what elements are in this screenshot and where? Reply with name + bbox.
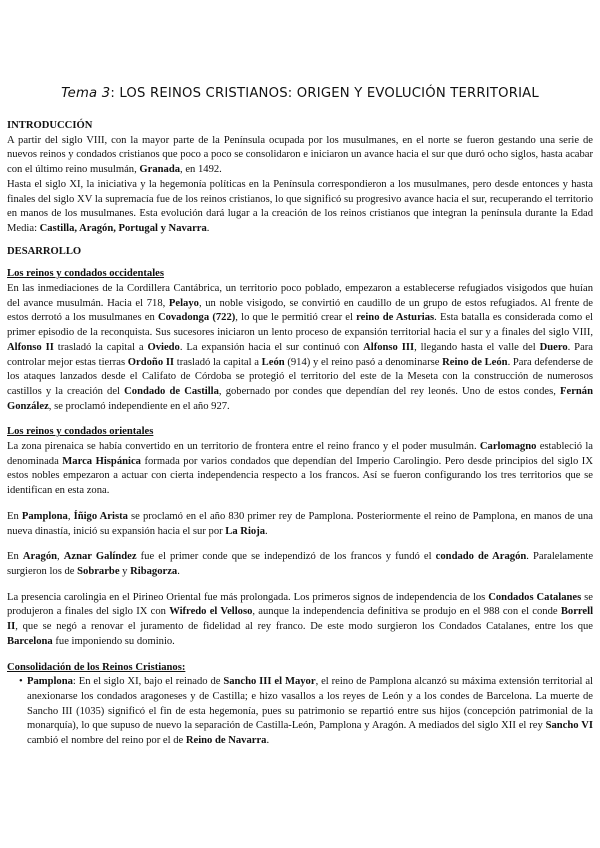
bold-term: condado de Aragón xyxy=(435,551,527,563)
text: . La expansión hacia el sur continuó con xyxy=(179,341,364,353)
bold-term: Sancho III el Mayor xyxy=(223,676,316,688)
text: trasladó la capital a xyxy=(53,341,148,353)
bold-term: Aznar Galíndez xyxy=(63,551,137,563)
bold-term: León xyxy=(261,356,285,368)
intro-paragraph-1 xyxy=(7,134,593,178)
title-main: : LOS REINOS CRISTIANOS: ORIGEN Y EVOLUCIÓN TERRITORIAL xyxy=(110,86,539,101)
text: En las inmediaciones de la Cordillera Cantábrica, un territorio poco poblado, empezaron a establecerse refugiados visigodos que huían del avance musulmán. Hacia el 718, xyxy=(7,283,593,309)
bold-term: Wifredo el Velloso xyxy=(169,606,253,618)
text: , llegando hasta el valle del xyxy=(414,341,540,353)
bold-term: Oviedo xyxy=(147,341,180,353)
text: , se proclamó independiente en el año 927. xyxy=(48,400,230,412)
bold-term: Sobrarbe xyxy=(77,565,120,577)
bold-term: Ribagorza xyxy=(130,565,178,577)
intro-paragraph-2 xyxy=(7,178,593,237)
paragraph-aragon xyxy=(7,550,593,579)
title-prefix: Tema 3 xyxy=(61,86,111,101)
text: estableció la denominada xyxy=(7,441,593,467)
section-heading-intro: INTRODUCCIÓN xyxy=(7,120,93,131)
paragraph-orientales xyxy=(7,440,593,499)
bold-term: reino de Asturias xyxy=(356,312,435,324)
spacer xyxy=(7,539,593,550)
text: trasladó la capital a xyxy=(174,356,262,368)
text: se produjeron a finales del siglo IX con xyxy=(7,591,593,618)
text: . Para controlar mejor estas tierras xyxy=(7,341,594,368)
text: En xyxy=(7,551,23,563)
subheading-consolidacion: Consolidación de los Reinos Cristianos: xyxy=(7,661,186,673)
text: . xyxy=(266,735,270,747)
document-body xyxy=(7,119,593,749)
bold-term: Pamplona xyxy=(21,510,68,522)
bold-term: Covadonga (722) xyxy=(157,312,236,324)
bold-term: Carlomagno xyxy=(479,441,537,453)
text: Hasta el siglo XI, la iniciativa y la hegemonía políticas en la Península correspondieron a los musulmanes, pero desde entonces y hasta finales del siglo XV la supremacía fue de los reinos cristianos, lo que significó su progresivo avance hacia el sur, recuperando el territorio en manos de los musulmanes. Esta evolución dará lugar a la creación de los reinos cristianos que integran la península durante la Edad Media: xyxy=(7,178,593,234)
text: , un noble visigodo, se convirtió en caudillo de un grupo de estos refugiados. Al frente de estos derrotó a los musulmanes en xyxy=(7,297,594,324)
paragraph-occidentales xyxy=(7,282,593,414)
text: En xyxy=(7,510,22,522)
spacer xyxy=(7,580,593,591)
bold-term: Sancho VI xyxy=(545,720,593,732)
bold-term: Condado de Castilla xyxy=(124,385,219,397)
bold-term: Alfonso III xyxy=(363,341,415,353)
bold-term: Reino de León xyxy=(442,356,508,368)
text: , gobernado por condes que dependían del rey leonés. Uno de estos condes, xyxy=(218,385,561,397)
spacer xyxy=(7,650,593,661)
bold-term: Fernán González xyxy=(7,385,593,412)
text: . xyxy=(177,565,180,577)
text: fue el primer conde que se independizó de los francos y fundó el xyxy=(136,551,436,563)
text: y xyxy=(119,565,131,577)
spacer xyxy=(7,414,593,425)
text: , que se negó a renovar el juramento de fidelidad al rey franco. De este modo surgieron los Condados Catalanes, entre los que xyxy=(15,621,593,633)
bullet-icon: • xyxy=(19,676,23,688)
text: , en 1492. xyxy=(180,164,222,176)
spacer xyxy=(7,237,593,245)
text: A partir del siglo VIII, con la mayor parte de la Península ocupada por los musulmanes, en el norte se fueron gestando una serie de nuevos reinos y condados cristianos que poco a poco se consolidaron e iniciaron un avance hacia el sur que duró ocho siglos, hasta acabar con el último reino musulmán, xyxy=(7,134,593,176)
bold-term: Alfonso II xyxy=(7,341,54,353)
bold-term: Ordoño II xyxy=(127,356,175,368)
bold-term: La Rioja xyxy=(225,525,266,537)
paragraph-pamplona xyxy=(7,510,593,539)
bold-term: Reino de Navarra xyxy=(185,735,267,747)
bold-term: Granada xyxy=(139,164,181,176)
bold-term: Marca Hispánica xyxy=(62,455,141,467)
text: : En el siglo XI, bajo el reinado de xyxy=(72,676,224,688)
text: . xyxy=(265,525,268,537)
bold-term: Borrell II xyxy=(7,606,594,633)
bold-term: Pelayo xyxy=(168,297,199,309)
bold-term: Barcelona xyxy=(7,635,53,647)
text: formada por varios condados que dependían del Imperio Carolingio. Pero desde principios del siglo IX estos nobles empezaron a actuar con cierta independencia respecto a los francos. Así se fueron configurando los tres territorios que se identifican en esta zona. xyxy=(7,455,593,497)
text: . Paralelamente surgieron los de xyxy=(7,551,594,577)
text: , aunque la independencia definitiva se produjo en el 988 con el conde xyxy=(252,606,561,618)
spacer xyxy=(7,499,593,510)
text: , lo que le permitió crear el xyxy=(235,312,357,324)
text: La presencia carolingia en el Pirineo Oriental fue más prolongada. Los primeros signos de independencia de los xyxy=(7,591,489,603)
text: , xyxy=(57,551,64,563)
bold-term: Castilla, Aragón, Portugal y Navarra xyxy=(39,222,207,234)
bold-term: Aragón xyxy=(22,551,58,563)
text: . Para defenderse de los ataques lanzados desde el Califato de Córdoba se protegió el territorio del este de la Meseta con la construcción de numerosos castillos y la creación del xyxy=(7,356,594,397)
text: La zona pirenaica se había convertido en un territorio de frontera entre el reino franco y el poder musulmán. xyxy=(7,441,480,453)
text: , el reino de Pamplona alcanzó su máxima extensión territorial al anexionarse los condados aragoneses y de Castilla; e hizo vasallos a los reyes de León y a los condes de Barcelona. La muerte de Sancho III (1035) significó el fin de esta hegemonía, pues su patrimonio se repartió entre sus hijos (concepción patrimonial de la monarquía), lo que supuso de nuevo la separación de Castilla-León, Pamplona y Aragón. A mediados del siglo XII el rey xyxy=(27,676,593,732)
bold-term: Condados Catalanes xyxy=(488,591,582,603)
bold-term: Íñigo Arista xyxy=(73,510,128,522)
section-heading-desarrollo: DESARROLLO xyxy=(7,245,82,257)
page-title xyxy=(0,86,600,101)
text: , xyxy=(67,510,74,522)
text: se proclamó en el año 830 primer rey de Pamplona. Posteriormente el reino de Pamplona, en manos de una nueva dinastía, inició su expansión hacia el sur por xyxy=(7,510,593,537)
subheading-orientales: Los reinos y condados orientales xyxy=(7,426,154,438)
spacer xyxy=(7,259,593,267)
subheading-occidentales: Los reinos y condados occidentales xyxy=(7,268,164,280)
text: fue imponiendo su dominio. xyxy=(52,635,175,647)
list-item-pamplona xyxy=(7,675,593,749)
text: . xyxy=(206,222,210,234)
text: (914) y el reino pasó a denominarse xyxy=(284,356,443,368)
text: cambió el nombre del reino por el de xyxy=(27,735,186,747)
text: . Esta batalla es considerada como el primer episodio de la reconquista. Sus sucesores iniciaron un lento proceso de expansión territorial hacia el sur y a finales del siglo VIII, xyxy=(7,312,594,339)
paragraph-cataluna xyxy=(7,591,593,650)
bold-term: Pamplona xyxy=(27,676,73,688)
bold-term: Duero xyxy=(539,341,568,353)
